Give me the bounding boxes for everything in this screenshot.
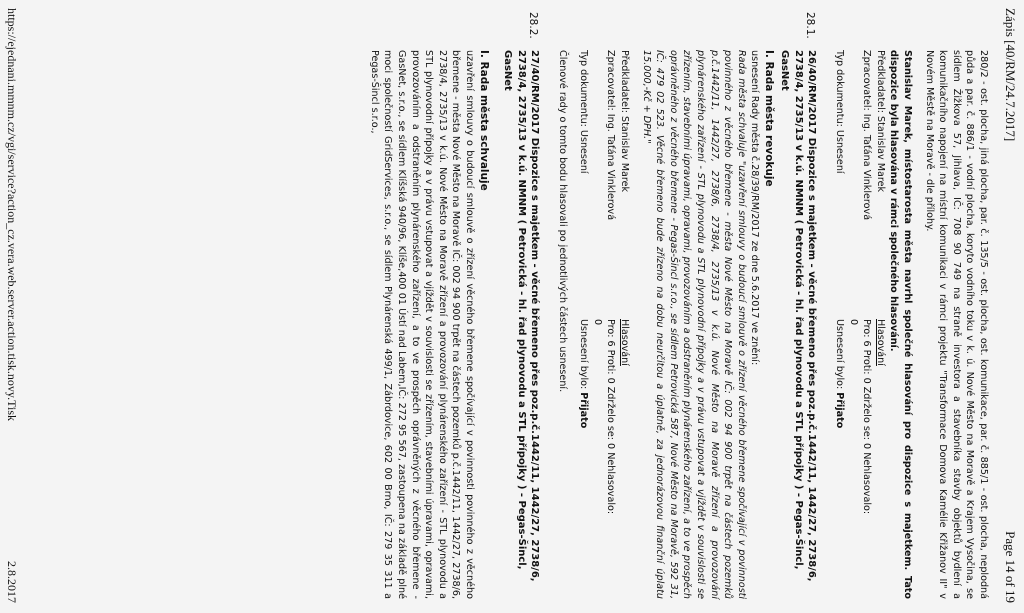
vote-counts: Pro: 6 Proti: 0 Zdrželo se: 0 Nehlasovalo: 0 — [591, 319, 617, 515]
item-text: uzavření smlouvy o budoucí smlouvě o zřízení věcného břemene spočívající v povinnosti povinného z věcného břemene - města Nové Město na Moravě IČ: 002 94 900 trpět na částech pozemků p.č.1442/11, 1442/27, 2738/6, 2738/4, 2735/13 v k.ú. Nové Město na Moravě zřízení a provozování plynárenského zařízení - STL plynovodu a STL plynovodní přípojky a v právu vstupovat a vjíždět v souvislosti se zřízením, stavebními úpravami, opravami, provozováním a odstraněním plynárenského zařízení, a to ve prospěch oprávněných z věcného břemene - GasNet, s.r.o., se sídlem Klíšská 940/96, Klíše,400 01 Ústí nad Labem,IČ: 272 95 567, zastoupena na základě plné moci společností GridServices, s.r.o., se sídlem Plynárenská 499/1, Zábrdovice, 602 00 Brno, IČ: 279 35 311 a Pegas-Šincl s.r.o., — [368, 50, 475, 599]
intro-paragraph: 280/2 - ost. plocha, jiná plocha, par. č. 135/5 - ost. plocha, ost. komunikace, par. č. 885/1 - ost. plocha, neplodná půda a par. č. 886/1 - vodní plocha, koryto vodního toku v k. ú. Nové Město na Moravě a Krajem Vysočina, se sídlem Žižkova 57, Jihlava, IČ: 708 90 749 na straně investora a stavebníka stavby objektů bydlení a komunikačního napojení na místní komunikaci v rámci projektu "Transformace Domova Kamélie Křižanov II" v Novém Městě na Moravě - dle přílohy. — [923, 50, 989, 599]
footer-date: 2.8.2017 — [5, 561, 19, 603]
intro-block — [832, 0, 990, 613]
vote-result: Usnesení bylo: Přijato — [578, 319, 590, 429]
item-note: Členové rady o tomto bodu hlasovali po jednotlivých částech usnesení. — [556, 50, 568, 393]
joint-vote-paragraph — [887, 50, 914, 599]
agenda-item-28-2 — [367, 0, 541, 613]
item-section-heading: I. Rada města schvaluje — [477, 50, 490, 191]
page-content — [24, 0, 990, 613]
item-revoked-text: Rada města schvaluje "uzavření smlouvy o budoucí smlouvě o zřízení věcného břemene spočívající v povinnosti povinného z věcného břemene - města Nové Město na Moravě IČ: 002 94 900 trpět na částech pozemků p.č.1442/11, 1442/27, 2738/6, 2738/4, 2735/13 v k.ú. Nové Město na Moravě zřízení a provozování plynárenského zařízení - STL plynovodu a STL plynovodní přípojky a v právu vstupovat a vjíždět v souvislosti se zřízením, stavebními úpravami, opravami, provozováním a odstraněním plynárenského zařízení, a to ve prospěch oprávněného z věcného břemene - Pegas-Šincl s.r.o., se sídlem Petrovická 587, Nové Město na Moravě, 592 31, IČ: 479 02 523. Věcné břemeno bude zřízeno na dobu neurčitou a úplatně, za jednorázovou finanční úplatu 15.000,-Kč + DPH." — [640, 50, 747, 599]
item-number: 28.1. — [804, 12, 817, 39]
joint-vote-proposal: Stanislav Marek, místostarosta města navrhl společné hlasování pro dispozice s majetkem. — [902, 50, 914, 577]
header-title: Zápis [40/RM/24.7.2017] — [1003, 8, 1018, 142]
zpracovatel: Zpracovatel: Ing. Taťána Vinklerová — [861, 50, 873, 221]
footer-url: https://ejednani.mmnm.cz/vgi/service?action_cz.vera.web.server.action.tisk.novy.Tisk — [5, 8, 19, 422]
vote-counts: Pro: 6 Proti: 0 Zdrželo se: 0 Nehlasovalo: 0 — [847, 319, 873, 515]
item-title: 26/40/RM/2017 Dispozice s majetkem - věcné břemeno přes poz.p.č.1442/11, 1442/27, 2738/6, 2738/4, 2735/13 v k.ú. NMNM ( Petrovická - hl. řad plynovodu a STL přípojky ) - Pegas-Šincl, GasNet — [779, 50, 818, 582]
zpracovatel: Zpracovatel: Ing. Taťána Vinklerová — [605, 50, 617, 221]
hlasovani-label: Hlasování — [619, 319, 631, 366]
page-header — [1002, 8, 1018, 603]
item-lead: usnesení Rady města č.28/39/RM/2017 ze dne 5.6.2017 ve znění: — [749, 50, 761, 366]
predkladatel: Předkladatel: Stanislav Marek — [619, 50, 631, 193]
item-number: 28.2. — [527, 12, 540, 39]
item-title: 27/40/RM/2017 Dispozice s majetkem - věcné břemeno přes poz.p.č.1442/11, 1442/27, 2738/6, 2738/4, 2735/13 v k.ú. NMNM ( Petrovická - hl. řad plynovodu a STL přípojky ) - Pegas-Šincl, GasNet — [502, 50, 541, 582]
typ-dokumentu: Typ dokumentu: Usnesení — [834, 50, 846, 174]
predkladatel: Předkladatel: Stanislav Marek — [874, 50, 886, 193]
vote-result: Usnesení bylo: Přijato — [834, 319, 846, 429]
joint-vote-note: Tato dispozice byla hlasována v rámci společného hlasování. — [888, 50, 914, 599]
page-footer — [4, 8, 19, 603]
hlasovani-label: Hlasování — [874, 319, 886, 366]
item-section-heading: I. Rada města revokuje — [762, 50, 775, 187]
page-number: Page 14 of 19 — [1003, 531, 1018, 603]
typ-dokumentu: Typ dokumentu: Usnesení — [578, 50, 590, 174]
agenda-item-28-1 — [555, 0, 818, 613]
